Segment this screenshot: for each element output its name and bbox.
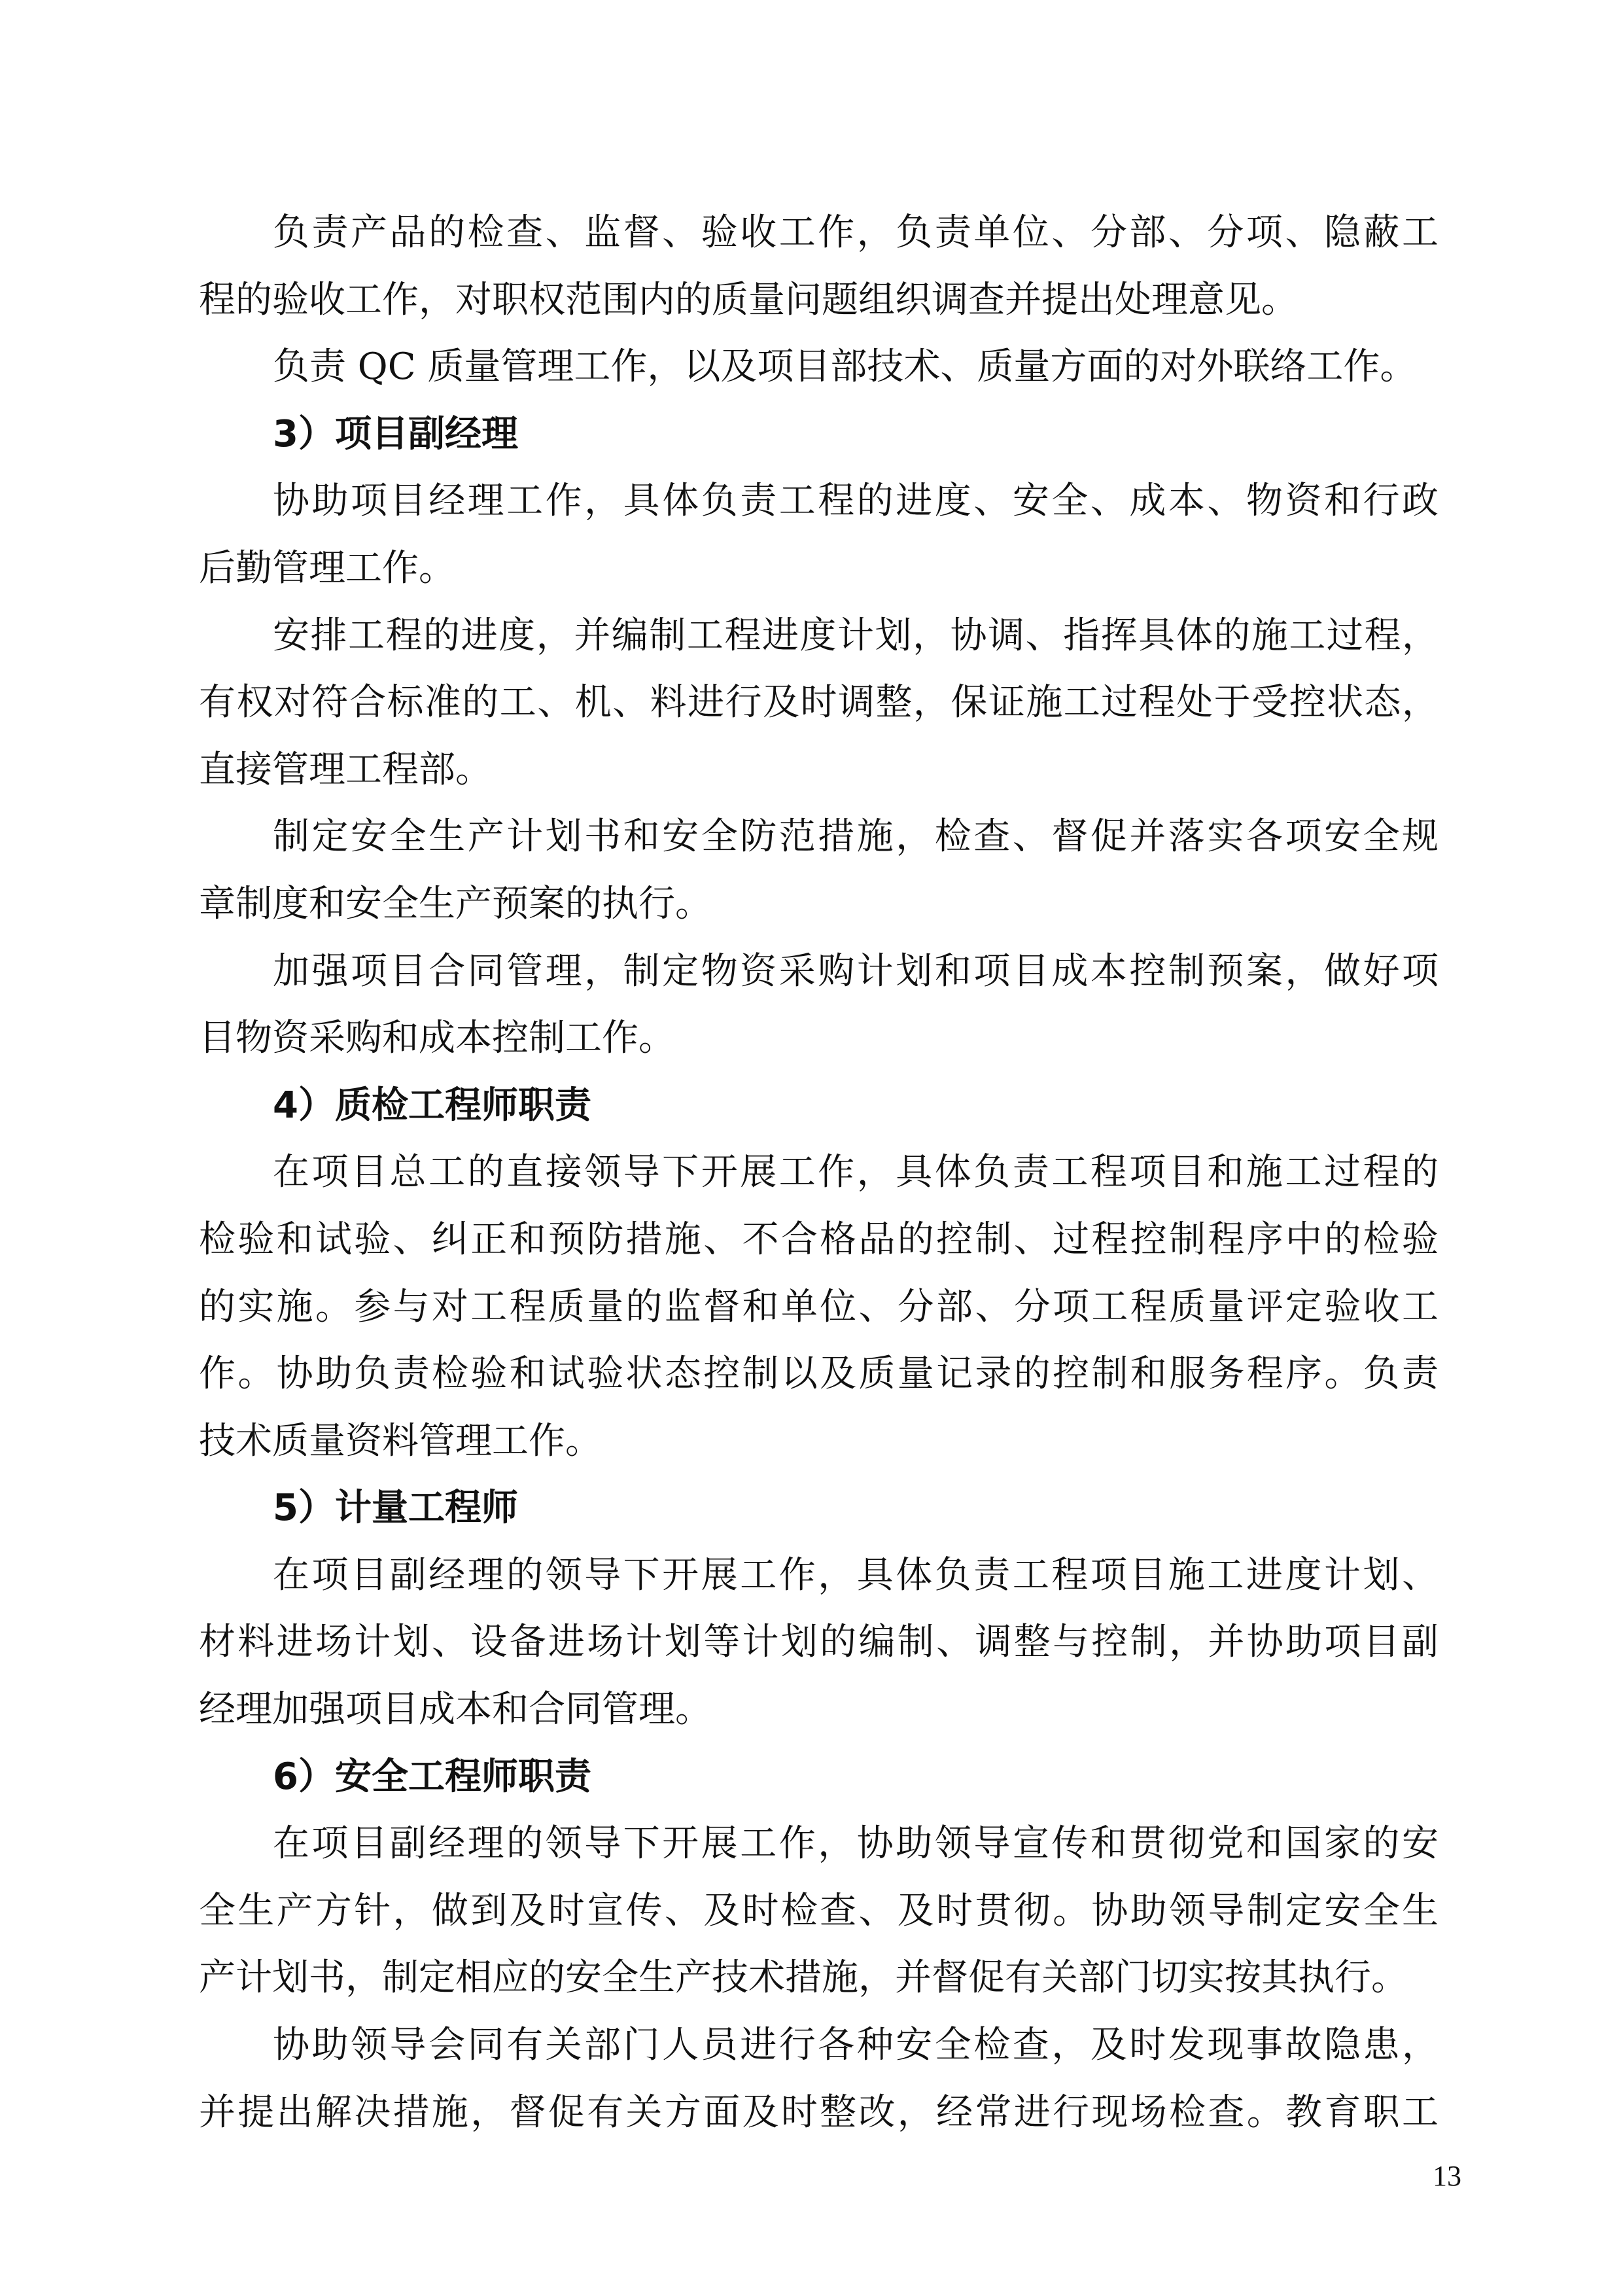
paragraph	[199, 603, 1439, 804]
paragraph	[199, 804, 1439, 938]
text-line: 协助领导会同有关部门人员进行各种安全检查，及时发现事故隐患，	[273, 2024, 1439, 2067]
text-line: 3）项目副经理	[273, 412, 518, 455]
section-heading	[199, 1475, 1439, 1542]
paragraph	[199, 200, 1439, 334]
text-line: 在项目副经理的领导下开展工作，协助领导宣传和贯彻党和国家的安	[273, 1822, 1439, 1865]
text-line: 负责产品的检查、监督、验收工作，负责单位、分部、分项、隐蔽工	[273, 211, 1439, 254]
paragraph	[199, 334, 1439, 401]
text-line: 制定安全生产计划书和安全防范措施，检查、督促并落实各项安全规	[273, 815, 1439, 858]
text-line: 产计划书，制定相应的安全生产技术措施，并督促有关部门切实按其执行。	[199, 1956, 1408, 2000]
text-line: 全生产方针，做到及时宣传、及时检查、及时贯彻。协助领导制定安全生	[199, 1889, 1439, 1932]
text-line: 在项目总工的直接领导下开展工作，具体负责工程项目和施工过程的	[273, 1151, 1439, 1194]
paragraph	[199, 1810, 1439, 2012]
text-line: 协助项目经理工作，具体负责工程的进度、安全、成本、物资和行政	[273, 480, 1439, 523]
paragraph	[199, 1542, 1439, 1744]
document-body	[199, 200, 1439, 2146]
paragraph	[199, 1139, 1439, 1475]
text-line: 程的验收工作，对职权范围内的质量问题组织调查并提出处理意见。	[199, 278, 1298, 321]
page-number: 13	[1433, 2160, 1461, 2192]
text-line: 检验和试验、纠正和预防措施、不合格品的控制、过程控制程序中的检验	[199, 1218, 1439, 1261]
text-line: 6）安全工程师职责	[273, 1755, 591, 1798]
text-line: 技术质量资料管理工作。	[199, 1419, 602, 1462]
text-line: 5）计量工程师	[273, 1487, 518, 1530]
text-line: 经理加强项目成本和合同管理。	[199, 1688, 712, 1731]
text-line: 后勤管理工作。	[199, 546, 455, 590]
text-line: 的实施。参与对工程质量的监督和单位、分部、分项工程质量评定验收工	[199, 1285, 1439, 1328]
text-line: 安排工程的进度，并编制工程进度计划，协调、指挥具体的施工过程，	[273, 614, 1439, 657]
text-line: 材料进场计划、设备进场计划等计划的编制、调整与控制，并协助项目副	[199, 1621, 1439, 1664]
paragraph	[199, 468, 1439, 602]
paragraph	[199, 2012, 1439, 2146]
text-line: 章制度和安全生产预案的执行。	[199, 882, 712, 925]
section-heading	[199, 1072, 1439, 1140]
section-heading	[199, 1744, 1439, 1811]
paragraph	[199, 938, 1439, 1072]
text-line: 在项目副经理的领导下开展工作，具体负责工程项目施工进度计划、	[273, 1553, 1439, 1597]
text-line: 负责 QC 质量管理工作，以及项目部技术、质量方面的对外联络工作。	[273, 345, 1417, 389]
text-line: 并提出解决措施，督促有关方面及时整改，经常进行现场检查。教育职工	[199, 2091, 1439, 2134]
section-heading	[199, 401, 1439, 468]
text-line: 目物资采购和成本控制工作。	[199, 1017, 675, 1060]
text-line: 作。协助负责检验和试验状态控制以及质量记录的控制和服务程序。负责	[199, 1352, 1439, 1396]
text-line: 直接管理工程部。	[199, 748, 492, 791]
text-line: 加强项目合同管理，制定物资采购计划和项目成本控制预案，做好项	[273, 949, 1439, 993]
text-line: 有权对符合标准的工、机、料进行及时调整，保证施工过程处于受控状态，	[199, 681, 1439, 724]
text-line: 4）质检工程师职责	[273, 1084, 591, 1127]
